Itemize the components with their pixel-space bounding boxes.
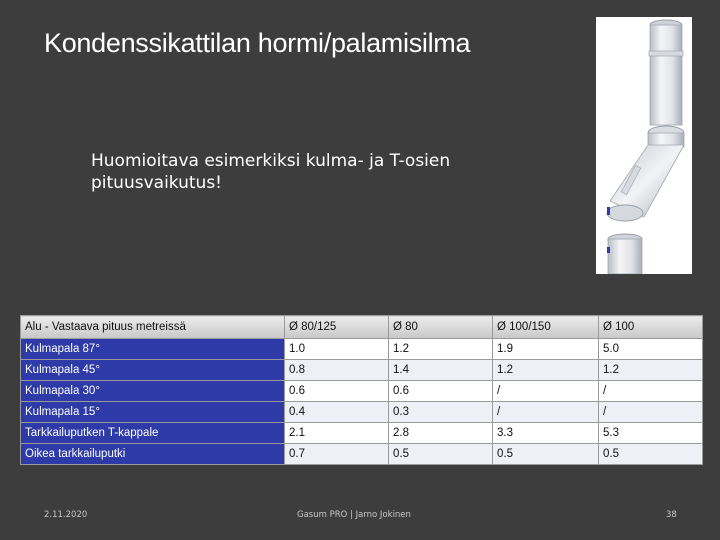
slide-body-text: Huomioitava esimerkiksi kulma- ja T-osien pituusvaikutus! xyxy=(91,151,451,193)
table-row xyxy=(21,444,703,465)
row-label: Kulmapala 87° xyxy=(21,339,285,360)
table-cell: 1.0 xyxy=(285,339,389,360)
table-cell: 2.1 xyxy=(285,423,389,444)
table-cell: / xyxy=(599,381,703,402)
table-header-cell: Ø 80 xyxy=(389,316,493,339)
table-cell: 1.4 xyxy=(389,360,493,381)
flue-pipe-image xyxy=(596,17,692,274)
equivalent-length-table xyxy=(20,315,703,465)
table-cell: 0.8 xyxy=(285,360,389,381)
table-cell: / xyxy=(493,381,599,402)
table-cell: 1.9 xyxy=(493,339,599,360)
row-label: Kulmapala 30° xyxy=(21,381,285,402)
table-cell: 1.2 xyxy=(599,360,703,381)
footer-author: Gasum PRO | Jarno Jokinen xyxy=(297,510,411,520)
table-row xyxy=(21,339,703,360)
table-cell: 3.3 xyxy=(493,423,599,444)
row-label: Kulmapala 15° xyxy=(21,402,285,423)
flue-pipe-illustration xyxy=(596,17,692,274)
table-cell: 0.7 xyxy=(285,444,389,465)
table-cell: 0.5 xyxy=(599,444,703,465)
table-cell: / xyxy=(493,402,599,423)
table-row xyxy=(21,423,703,444)
row-label: Oikea tarkkailuputki xyxy=(21,444,285,465)
page-number: 38 xyxy=(666,510,677,520)
table-cell: 0.6 xyxy=(389,381,493,402)
table-header-row xyxy=(21,316,703,339)
equivalent-length-table-container xyxy=(20,315,703,460)
table-row xyxy=(21,402,703,423)
table-cell: 0.4 xyxy=(285,402,389,423)
slide-title: Kondenssikattilan hormi/palamisilma xyxy=(44,28,471,58)
table-cell: 5.0 xyxy=(599,339,703,360)
table-header-cell: Ø 100/150 xyxy=(493,316,599,339)
row-label: Tarkkailuputken T-kappale xyxy=(21,423,285,444)
footer-date: 2.11.2020 xyxy=(44,510,88,520)
table-header-cell: Ø 80/125 xyxy=(285,316,389,339)
table-cell: 0.5 xyxy=(389,444,493,465)
table-header-cell: Alu - Vastaava pituus metreissä xyxy=(21,316,285,339)
table-cell: 0.6 xyxy=(285,381,389,402)
table-cell: 2.8 xyxy=(389,423,493,444)
table-header-cell: Ø 100 xyxy=(599,316,703,339)
table-cell: 0.5 xyxy=(493,444,599,465)
row-label: Kulmapala 45° xyxy=(21,360,285,381)
table-cell: 0.3 xyxy=(389,402,493,423)
table-cell: 5.3 xyxy=(599,423,703,444)
table-row xyxy=(21,381,703,402)
table-row xyxy=(21,360,703,381)
table-cell: / xyxy=(599,402,703,423)
table-cell: 1.2 xyxy=(493,360,599,381)
table-cell: 1.2 xyxy=(389,339,493,360)
